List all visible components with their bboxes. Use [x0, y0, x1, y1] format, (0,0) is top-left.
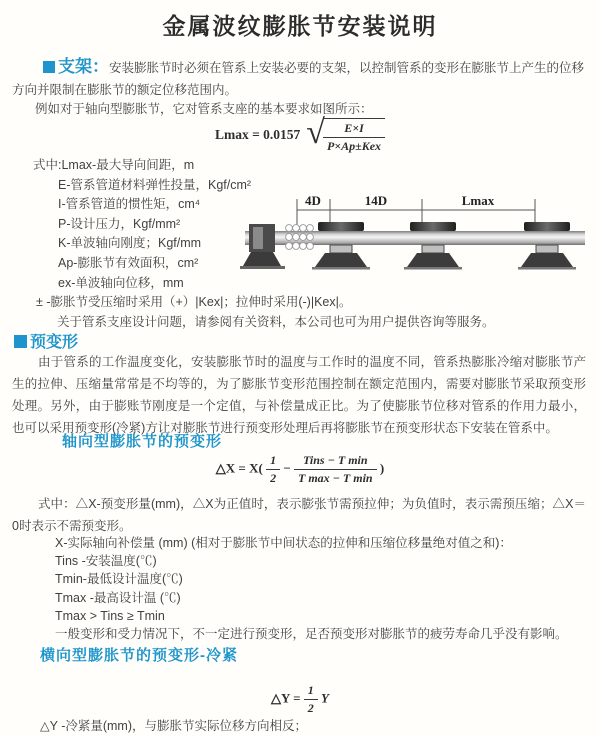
- lmax-formula-lhs: Lmax = 0.0157: [214, 127, 301, 143]
- blue-square-icon: [43, 61, 55, 73]
- plus-minus-note: ± -膨胀节受压缩时采用（+）|Kex|；拉伸时采用(-)|Kex|。: [36, 295, 352, 310]
- axial-formula-description: 式中：△X-预变形量(mm)，△X为正值时，表示膨张节需预拉伸；为负值时，表示需预压缩；△X＝0时表示不需预变形。: [12, 497, 586, 533]
- variable-item: Tmax > Tins ≥ Tmin: [55, 608, 165, 623]
- radical-sign: √ $\frac{E\times I}{\text{P×Ap±Kex}}$: [306, 118, 385, 154]
- predeform-paragraph: 由于管系的工作温度变化，安装膨胀节时的温度与工作时的温度不同，管系热膨胀冷缩对膨胀节产生的拉伸、压缩量常常是不均等的，为了膨胀节变形范围控制在额定范围内，需要对膨胀节采取预变形处理。另外，由于膨账节刚度是一个定值，与补偿量成正比。为了使膨胀节位移对管系的作用力最小，也可以采用预变形(冷紧)方让对膨胀节进行预变形处理后再将膨胀节在预变形状态下安装在管系中。: [12, 355, 586, 435]
- lateral-formula-rhs: Y: [321, 690, 329, 706]
- lateral-formula-lhs: △Y =: [270, 690, 301, 706]
- variable-item: X-实际轴向补偿量 (mm) (相对于膨胀节中间状态的拉伸和压缩位移量绝对值之和)：: [55, 536, 512, 550]
- legend-item: I-管系管道的惯性矩，cm⁴: [58, 197, 201, 212]
- legend-item: Ap-膨胀节有效面积，cm²: [58, 255, 199, 270]
- guide-support: [312, 222, 370, 270]
- minus-sign: −: [283, 460, 291, 476]
- guide-support: [518, 222, 576, 270]
- service-note: 关于管系支座设计问题，请参阅有关资料，本公司也可为用户提供咨询等服务。: [57, 314, 495, 329]
- legend-item: ex-单波轴向位移，mm: [58, 275, 184, 290]
- page-title: 金属波纹膨胀节安装说明: [162, 13, 438, 39]
- support-section-paragraph: [12, 56, 584, 101]
- axial-formula: [0, 453, 600, 486]
- lmax-formula: [0, 114, 600, 154]
- dim-label-4d: 4D: [305, 193, 321, 208]
- legend-item: P-设计压力，Kgf/mm²: [58, 216, 181, 231]
- legend-item: K-单波轴向刚度；Kgf/mm: [58, 236, 202, 251]
- variable-item: Tmax -最高设计温 (℃): [55, 590, 181, 605]
- axial-variable-list: [55, 534, 585, 643]
- one-half-fraction: $\frac{1}{2}$: [266, 453, 280, 486]
- axial-predeform-heading: 轴向型膨胀节的预变形: [62, 433, 223, 450]
- bellows-icon: [286, 225, 314, 250]
- blue-square-icon: [14, 335, 27, 348]
- lateral-formula: [0, 683, 600, 716]
- lateral-predeform-heading: 横向型膨胀节的预变形-冷紧: [40, 647, 238, 664]
- anchor-support: [240, 224, 285, 269]
- dim-label-14d: 14D: [364, 193, 388, 208]
- lmax-formula-fraction: $\frac{E\times I}{\text{P×Ap±Kex}}$: [323, 121, 385, 154]
- legend-head: 式中:Lmax-最大导向间距，m: [33, 158, 195, 172]
- temperature-fraction: $\frac{\text{Tins − T min}}{\text{T max − T min}}$: [294, 453, 377, 486]
- dim-label-lmax: Lmax: [461, 193, 495, 208]
- axial-note: 一般变形和受力情况下，不一定进行预变形，足否预变形对膨胀节的疲劳寿命几乎没有影响。: [55, 627, 568, 642]
- axial-formula-lhs: △X = X(: [215, 460, 263, 476]
- axial-example-line: 例如对于轴向型膨胀节，它对管系支座的基本要求如图所示：: [35, 102, 373, 116]
- pipe-support-diagram: [233, 191, 595, 275]
- support-section-intro: 安装膨胀节时必须在管系上安装必要的支架，以控制管系的变形在膨胀节上产生的位移方向并限制在膨胀节的额定位移范围内。: [12, 61, 585, 97]
- predeform-section-heading: 预变形: [14, 329, 78, 352]
- variable-item: Tmin-最低设计温度(℃): [55, 572, 183, 587]
- one-half-fraction: $\frac{1}{2}$: [304, 683, 318, 716]
- legend-item: E-管系管道材料弹性投量，Kgf/cm²: [58, 177, 252, 192]
- guide-support: [404, 222, 462, 270]
- axial-formula-rhs: ): [379, 460, 385, 476]
- lateral-formula-description: △Y -冷紧量(mm)，与膨胀节实际位移方向相反；: [40, 719, 308, 733]
- support-section-heading: 支架：: [58, 57, 109, 76]
- variable-item: Tins -安装温度(℃): [55, 554, 157, 569]
